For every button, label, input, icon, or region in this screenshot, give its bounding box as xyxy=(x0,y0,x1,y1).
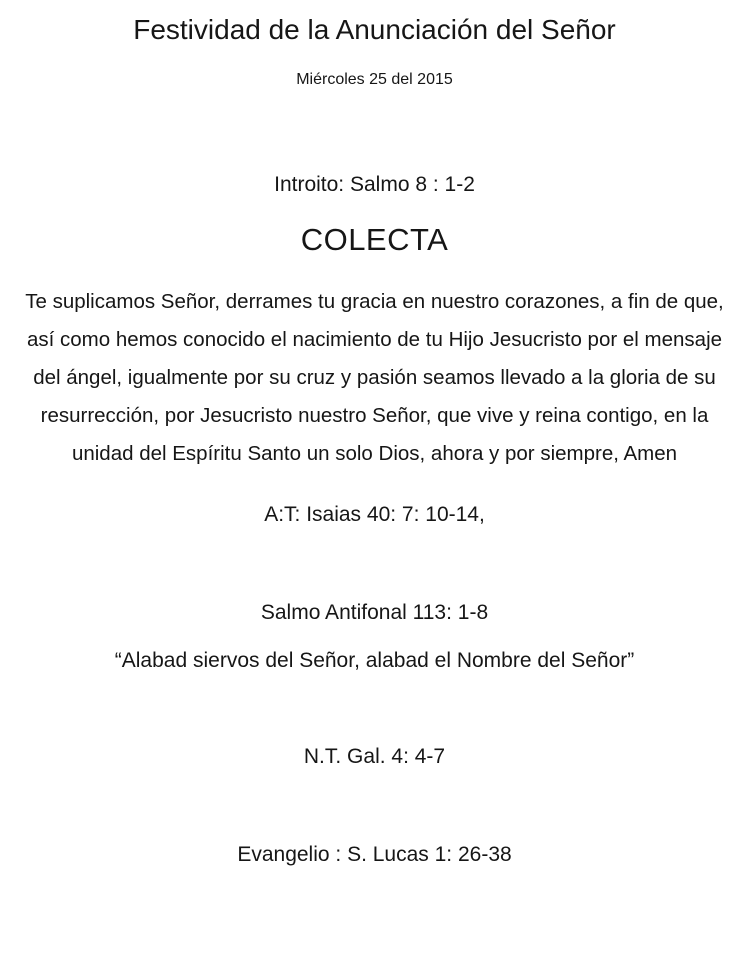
old-testament-reference: A:T: Isaias 40: 7: 10-14, xyxy=(264,503,485,526)
gospel-reference: Evangelio : S. Lucas 1: 26-38 xyxy=(237,843,512,866)
antiphon-quote: “Alabad siervos del Señor, alabad el Nombre del Señor” xyxy=(114,649,635,672)
colecta-line: del ángel, igualmente por su cruz y pasión seamos llevado a la gloria de su xyxy=(33,366,716,389)
page-title: Festividad de la Anunciación del Señor xyxy=(133,14,616,45)
new-testament-reference: N.T. Gal. 4: 4-7 xyxy=(303,745,446,768)
colecta-line: así como hemos conocido el nacimiento de tu Hijo Jesucristo por el mensaje xyxy=(26,328,723,351)
colecta-line: unidad del Espíritu Santo un solo Dios, ahora y por siempre, Amen xyxy=(71,442,678,465)
introito-reference: Introito: Salmo 8 : 1-2 xyxy=(274,173,475,196)
salmo-antifonal-reference: Salmo Antifonal 113: 1-8 xyxy=(260,601,489,624)
colecta-line: resurrección, por Jesucristo nuestro Señor, que vive y reina contigo, en la xyxy=(40,404,709,427)
colecta-line: Te suplicamos Señor, derrames tu gracia en nuestro corazones, a fin de que, xyxy=(25,290,724,313)
colecta-heading: COLECTA xyxy=(300,222,449,257)
colecta-prayer xyxy=(17,283,732,473)
document-date: Miércoles 25 del 2015 xyxy=(296,71,453,88)
